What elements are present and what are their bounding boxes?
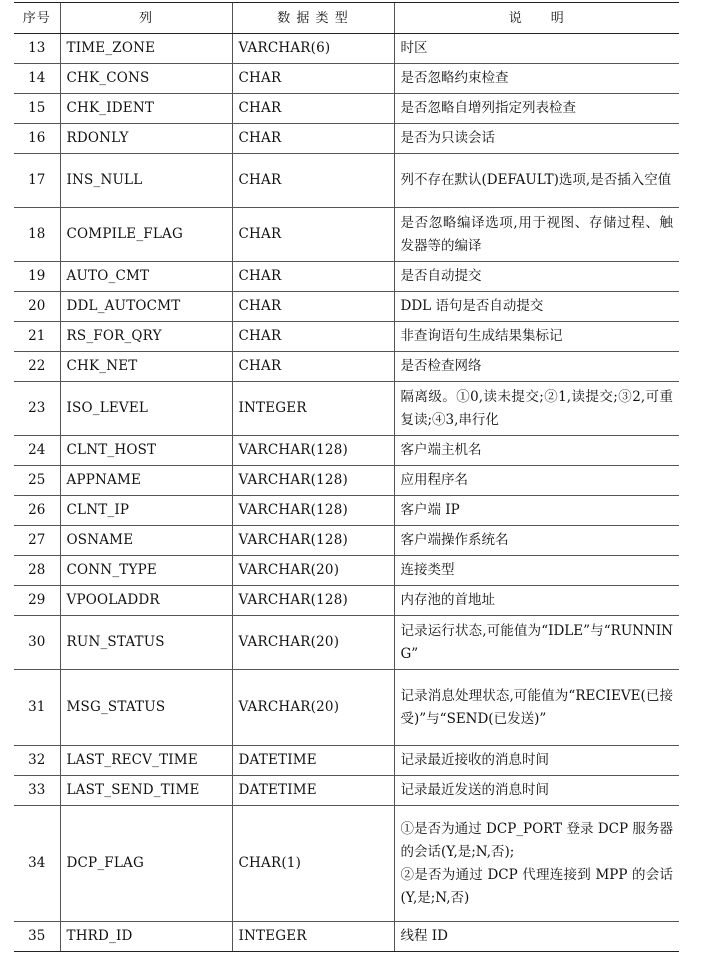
data-type: VARCHAR(128) <box>232 466 394 496</box>
description: 客户端操作系统名 <box>394 526 679 556</box>
row-number: 22 <box>14 352 60 382</box>
data-type: VARCHAR(128) <box>232 496 394 526</box>
table-row <box>14 292 679 322</box>
column-name: MSG_STATUS <box>60 670 232 746</box>
column-name: CHK_CONS <box>60 64 232 94</box>
row-number: 23 <box>14 382 60 436</box>
header-datatype: 数 据 类 型 <box>232 3 394 34</box>
description: 列不存在默认(DEFAULT)选项,是否插入空值 <box>394 154 679 208</box>
data-type: DATETIME <box>232 746 394 776</box>
row-number: 32 <box>14 746 60 776</box>
description: 非查询语句生成结果集标记 <box>394 322 679 352</box>
table-row <box>14 382 679 436</box>
table-row <box>14 670 679 746</box>
header-seq: 序号 <box>14 3 60 34</box>
description: 记录最近接收的消息时间 <box>394 746 679 776</box>
row-number: 27 <box>14 526 60 556</box>
data-type: VARCHAR(6) <box>232 34 394 64</box>
column-name: CHK_NET <box>60 352 232 382</box>
data-type: INTEGER <box>232 382 394 436</box>
row-number: 33 <box>14 776 60 806</box>
table-row <box>14 586 679 616</box>
data-type: VARCHAR(20) <box>232 556 394 586</box>
table-row <box>14 154 679 208</box>
data-type: VARCHAR(128) <box>232 436 394 466</box>
row-number: 35 <box>14 922 60 952</box>
column-name: AUTO_CMT <box>60 262 232 292</box>
column-name: RS_FOR_QRY <box>60 322 232 352</box>
column-name: TIME_ZONE <box>60 34 232 64</box>
description: 线程 ID <box>394 922 679 952</box>
description: 应用程序名 <box>394 466 679 496</box>
row-number: 17 <box>14 154 60 208</box>
row-number: 15 <box>14 94 60 124</box>
table-row <box>14 124 679 154</box>
table-row <box>14 262 679 292</box>
table-row <box>14 436 679 466</box>
row-number: 21 <box>14 322 60 352</box>
description <box>394 806 679 922</box>
description: 时区 <box>394 34 679 64</box>
table-row <box>14 556 679 586</box>
description-line: ①是否为通过 DCP_PORT 登录 DCP 服务器的会话(Y,是;N,否); <box>400 820 673 860</box>
data-type: CHAR(1) <box>232 806 394 922</box>
data-type: CHAR <box>232 94 394 124</box>
description: 隔离级。①0,读未提交;②1,读提交;③2,可重复读;④3,串行化 <box>394 382 679 436</box>
table-row <box>14 806 679 922</box>
column-name: LAST_RECV_TIME <box>60 746 232 776</box>
data-type: VARCHAR(20) <box>232 616 394 670</box>
column-name: RDONLY <box>60 124 232 154</box>
row-number: 14 <box>14 64 60 94</box>
data-type: INTEGER <box>232 922 394 952</box>
description: 记录最近发送的消息时间 <box>394 776 679 806</box>
table-row <box>14 746 679 776</box>
row-number: 20 <box>14 292 60 322</box>
table-row <box>14 352 679 382</box>
data-type: VARCHAR(20) <box>232 670 394 746</box>
description: 内存池的首地址 <box>394 586 679 616</box>
header-column: 列 <box>60 3 232 34</box>
row-number: 16 <box>14 124 60 154</box>
row-number: 13 <box>14 34 60 64</box>
description: 客户端主机名 <box>394 436 679 466</box>
row-number: 24 <box>14 436 60 466</box>
column-name: OSNAME <box>60 526 232 556</box>
row-number: 26 <box>14 496 60 526</box>
column-name: CLNT_IP <box>60 496 232 526</box>
data-type: DATETIME <box>232 776 394 806</box>
data-type: CHAR <box>232 154 394 208</box>
table-row <box>14 34 679 64</box>
column-name: COMPILE_FLAG <box>60 208 232 262</box>
column-name: CLNT_HOST <box>60 436 232 466</box>
table-row <box>14 208 679 262</box>
table-row <box>14 496 679 526</box>
column-name: CHK_IDENT <box>60 94 232 124</box>
column-name: ISO_LEVEL <box>60 382 232 436</box>
data-type: CHAR <box>232 352 394 382</box>
column-name: VPOOLADDR <box>60 586 232 616</box>
row-number: 29 <box>14 586 60 616</box>
column-name: CONN_TYPE <box>60 556 232 586</box>
data-type: CHAR <box>232 124 394 154</box>
table-row <box>14 94 679 124</box>
column-name: APPNAME <box>60 466 232 496</box>
data-type: CHAR <box>232 208 394 262</box>
description: 是否为只读会话 <box>394 124 679 154</box>
description: 记录消息处理状态,可能值为“RECIEVE(已接受)”与“SEND(已发送)” <box>394 670 679 746</box>
row-number: 25 <box>14 466 60 496</box>
data-type: VARCHAR(128) <box>232 526 394 556</box>
table-row <box>14 776 679 806</box>
column-name: DDL_AUTOCMT <box>60 292 232 322</box>
data-type: CHAR <box>232 262 394 292</box>
column-name: DCP_FLAG <box>60 806 232 922</box>
table-row <box>14 922 679 952</box>
header-row <box>14 3 679 34</box>
row-number: 28 <box>14 556 60 586</box>
table-row <box>14 526 679 556</box>
description: 是否忽略编译选项,用于视图、存储过程、触发器等的编译 <box>394 208 679 262</box>
table-row <box>14 616 679 670</box>
data-type: CHAR <box>232 322 394 352</box>
description: 连接类型 <box>394 556 679 586</box>
row-number: 19 <box>14 262 60 292</box>
table-body <box>14 34 679 952</box>
description: 是否自动提交 <box>394 262 679 292</box>
table-row <box>14 322 679 352</box>
description: DDL 语句是否自动提交 <box>394 292 679 322</box>
data-type: VARCHAR(128) <box>232 586 394 616</box>
table-row <box>14 64 679 94</box>
row-number: 34 <box>14 806 60 922</box>
column-name: THRD_ID <box>60 922 232 952</box>
description-line: ②是否为通过 DCP 代理连接到 MPP 的会话(Y,是;N,否) <box>400 866 673 906</box>
table-row <box>14 466 679 496</box>
row-number: 30 <box>14 616 60 670</box>
row-number: 31 <box>14 670 60 746</box>
header-description: 说 明 <box>394 3 679 34</box>
description: 是否忽略自增列指定列表检查 <box>394 94 679 124</box>
data-type: CHAR <box>232 64 394 94</box>
description: 是否忽略约束检查 <box>394 64 679 94</box>
column-name: LAST_SEND_TIME <box>60 776 232 806</box>
column-description-table <box>14 2 679 952</box>
column-name: INS_NULL <box>60 154 232 208</box>
data-type: CHAR <box>232 292 394 322</box>
column-name: RUN_STATUS <box>60 616 232 670</box>
description: 是否检查网络 <box>394 352 679 382</box>
description: 记录运行状态,可能值为“IDLE”与“RUNNING” <box>394 616 679 670</box>
description: 客户端 IP <box>394 496 679 526</box>
row-number: 18 <box>14 208 60 262</box>
